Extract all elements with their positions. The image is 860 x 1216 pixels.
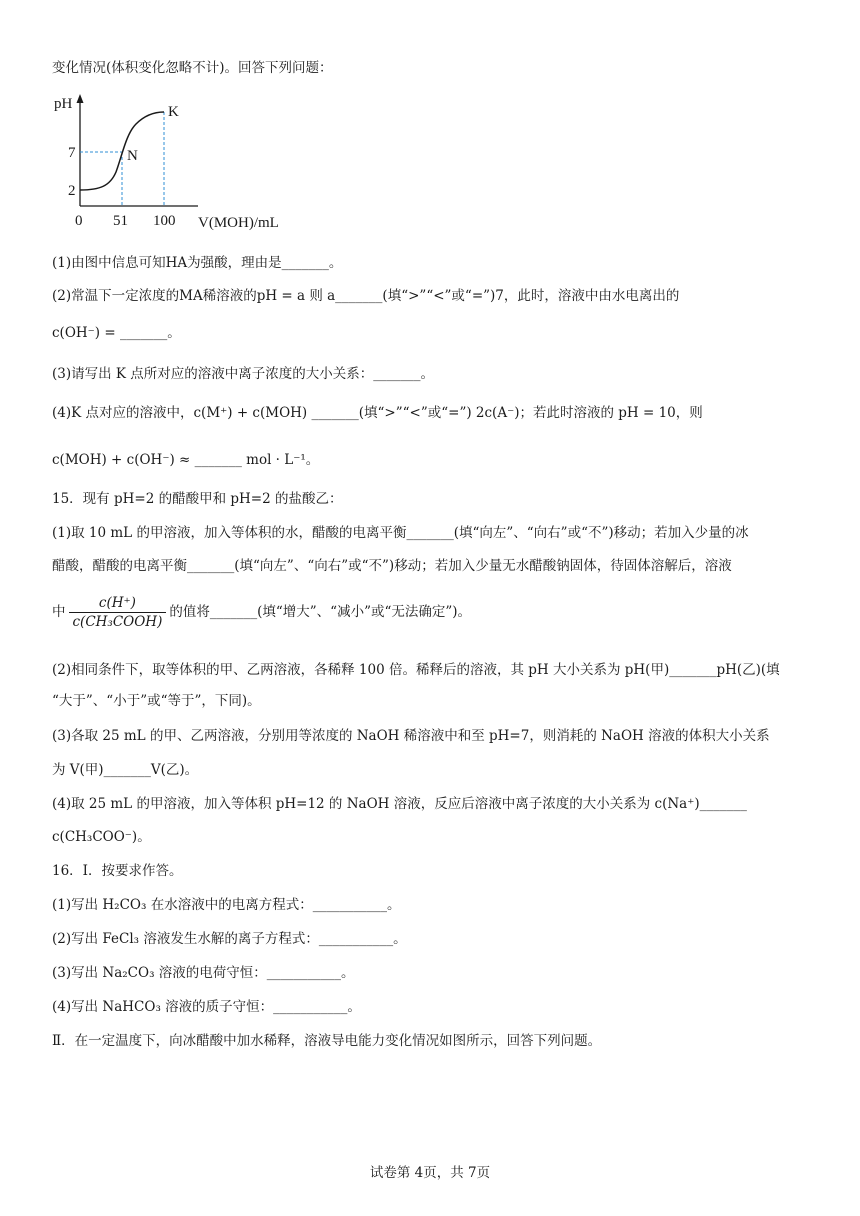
q14-3: (3)请写出 K 点所对应的溶液中离子浓度的大小关系：_______。 xyxy=(52,366,435,382)
q16-part2: Ⅱ．在一定温度下，向冰醋酸中加水稀释，溶液导电能力变化情况如图所示，回答下列问题。 xyxy=(52,1033,602,1049)
fraction-numerator: c(H⁺) xyxy=(69,594,167,613)
q15-2-line1: (2)相同条件下，取等体积的甲、乙两溶液，各稀释 100 倍。稀释后的溶液，其 pH 大小关系为 pH(甲)_______pH(乙)(填 xyxy=(52,662,780,678)
titration-curve-figure xyxy=(48,88,288,236)
q16-3: (3)写出 Na₂CO₃ 溶液的电荷守恒：___________。 xyxy=(52,965,355,981)
q15-2-line2: “大于”、“小于”或“等于”，下同)。 xyxy=(52,693,261,709)
q16-heading: 16．Ⅰ．按要求作答。 xyxy=(52,863,183,879)
q15-heading: 15．现有 pH=2 的醋酸甲和 pH=2 的盐酸乙： xyxy=(52,491,343,507)
y-axis-label: pH xyxy=(54,96,73,112)
x-tick-100: 100 xyxy=(153,213,176,229)
concentration-ratio-fraction xyxy=(69,594,167,631)
y-tick-7: 7 xyxy=(68,145,76,161)
q15-4-line1: (4)取 25 mL 的甲溶液，加入等体积 pH=12 的 NaOH 溶液，反应后溶液中离子浓度的大小关系为 c(Na⁺)_______ xyxy=(52,796,747,812)
q15-4-line2: c(CH₃COO⁻)。 xyxy=(52,829,151,845)
q15-3-line2: 为 V(甲)_______V(乙)。 xyxy=(52,762,199,778)
q16-2: (2)写出 FeCl₃ 溶液发生水解的离子方程式：___________。 xyxy=(52,931,407,947)
q14-1: (1)由图中信息可知HA为强酸，理由是_______。 xyxy=(52,255,343,271)
page-footer: 试卷第 4页，共 7页 xyxy=(369,1165,491,1181)
q14-2-line2: c(OH⁻) = _______。 xyxy=(52,325,181,341)
y-axis-arrow xyxy=(77,94,84,103)
fraction-suffix: 的值将_______(填“增大”、“减小”或“无法确定”)。 xyxy=(169,604,472,620)
y-tick-2: 2 xyxy=(68,183,76,199)
fraction-denominator: c(CH₃COOH) xyxy=(72,614,163,630)
q14-2-line1: (2)常温下一定浓度的MA稀溶液的pH = a 则 a_______(填“>”“<”或“=”)7，此时，溶液中由水电离出的 xyxy=(52,288,680,304)
q15-1-line2: 醋酸，醋酸的电离平衡_______(填“向左”、“向右”或“不”)移动；若加入少量无水醋酸钠固体，待固体溶解后，溶液 xyxy=(52,558,732,574)
fraction-prefix: 中 xyxy=(52,604,66,620)
x-tick-0: 0 xyxy=(75,213,83,229)
q16-1: (1)写出 H₂CO₃ 在水溶液中的电离方程式：___________。 xyxy=(52,897,401,913)
x-tick-51: 51 xyxy=(113,213,128,229)
q15-1-line1: (1)取 10 mL 的甲溶液，加入等体积的水，醋酸的电离平衡_______(填“向左”、“向右”或“不”)移动；若加入少量的冰 xyxy=(52,525,749,541)
q14-4-line1: (4)K 点对应的溶液中，c(M⁺) + c(MOH) _______(填“>”“<”或“=”) 2c(A⁻)；若此时溶液的 pH = 10，则 xyxy=(52,405,703,421)
q15-3-line1: (3)各取 25 mL 的甲、乙两溶液，分别用等浓度的 NaOH 稀溶液中和至 pH=7，则消耗的 NaOH 溶液的体积大小关系 xyxy=(52,728,770,744)
point-n-label: N xyxy=(127,148,138,164)
intro-line: 变化情况(体积变化忽略不计)。回答下列问题： xyxy=(52,60,333,76)
q14-4-line2: c(MOH) + c(OH⁻) ≈ _______ mol · L⁻¹。 xyxy=(52,452,320,468)
q16-4: (4)写出 NaHCO₃ 溶液的质子守恒：___________。 xyxy=(52,999,361,1015)
point-k-label: K xyxy=(168,104,179,120)
q15-1-line3 xyxy=(52,594,471,631)
x-axis-label: V(MOH)/mL xyxy=(198,215,279,231)
